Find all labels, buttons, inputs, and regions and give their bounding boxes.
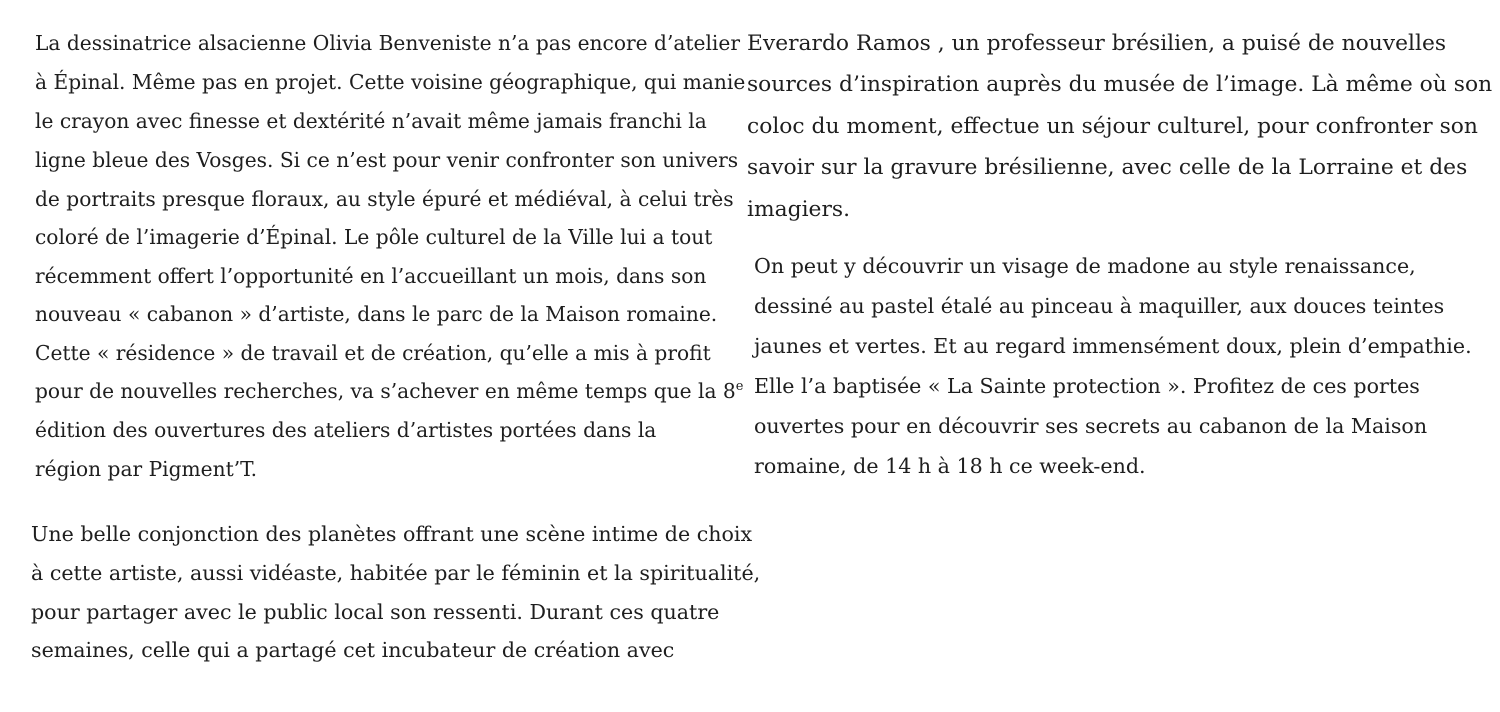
text-line: ouvertes pour en découvrir ses secrets au cabanon de la Maison	[754, 414, 1428, 438]
text-line: coloré de l’imagerie d’Épinal. Le pôle culturel de la Ville lui a tout	[35, 225, 713, 249]
text-line: de portraits presque floraux, au style épuré et médiéval, à celui très	[35, 187, 734, 211]
text-line: On peut y découvrir un visage de madone au style renaissance,	[754, 254, 1416, 278]
text-line: coloc du moment, effectue un séjour culturel, pour confronter son	[747, 114, 1478, 139]
text-line: imagiers.	[747, 197, 850, 222]
text-line: Une belle conjonction des planètes offrant une scène intime de choix	[31, 522, 753, 546]
text-line: La dessinatrice alsacienne Olivia Benveniste n’a pas encore d’atelier	[35, 31, 740, 55]
ordinal-superscript: e	[735, 379, 744, 394]
text-line-with-ordinal	[35, 377, 743, 405]
text-line: sources d’inspiration auprès du musée de l’image. Là même où son	[747, 72, 1493, 97]
text-line: Elle l’a baptisée « La Sainte protection ». Profitez de ces portes	[754, 374, 1420, 398]
text-line: région par Pigment’T.	[35, 457, 258, 481]
text-line-main: pour de nouvelles recherches, va s’achever en même temps que la 8	[35, 379, 736, 403]
text-line: édition des ouvertures des ateliers d’artistes portées dans la	[35, 418, 657, 442]
text-line: nouveau « cabanon » d’artiste, dans le parc de la Maison romaine.	[35, 302, 718, 326]
text-line: ligne bleue des Vosges. Si ce n’est pour venir confronter son univers	[35, 148, 739, 172]
text-line: Cette « résidence » de travail et de création, qu’elle a mis à profit	[35, 341, 711, 365]
text-line: pour partager avec le public local son ressenti. Durant ces quatre	[31, 600, 720, 624]
text-line: Everardo Ramos , un professeur brésilien, a puisé de nouvelles	[747, 31, 1447, 56]
text-line: dessiné au pastel étalé au pinceau à maquiller, aux douces teintes	[754, 294, 1445, 318]
text-line: à cette artiste, aussi vidéaste, habitée par le féminin et la spiritualité,	[31, 561, 761, 585]
text-line: à Épinal. Même pas en projet. Cette voisine géographique, qui manie	[35, 70, 746, 94]
text-line: semaines, celle qui a partagé cet incubateur de création avec	[31, 638, 675, 662]
text-line: jaunes et vertes. Et au regard immensément doux, plein d’empathie.	[754, 334, 1472, 358]
text-line: savoir sur la gravure brésilienne, avec celle de la Lorraine et des	[747, 155, 1468, 180]
text-line: le crayon avec finesse et dextérité n’avait même jamais franchi la	[35, 109, 707, 133]
text-line: récemment offert l’opportunité en l’accueillant un mois, dans son	[35, 264, 707, 288]
text-line: romaine, de 14 h à 18 h ce week-end.	[754, 454, 1146, 478]
